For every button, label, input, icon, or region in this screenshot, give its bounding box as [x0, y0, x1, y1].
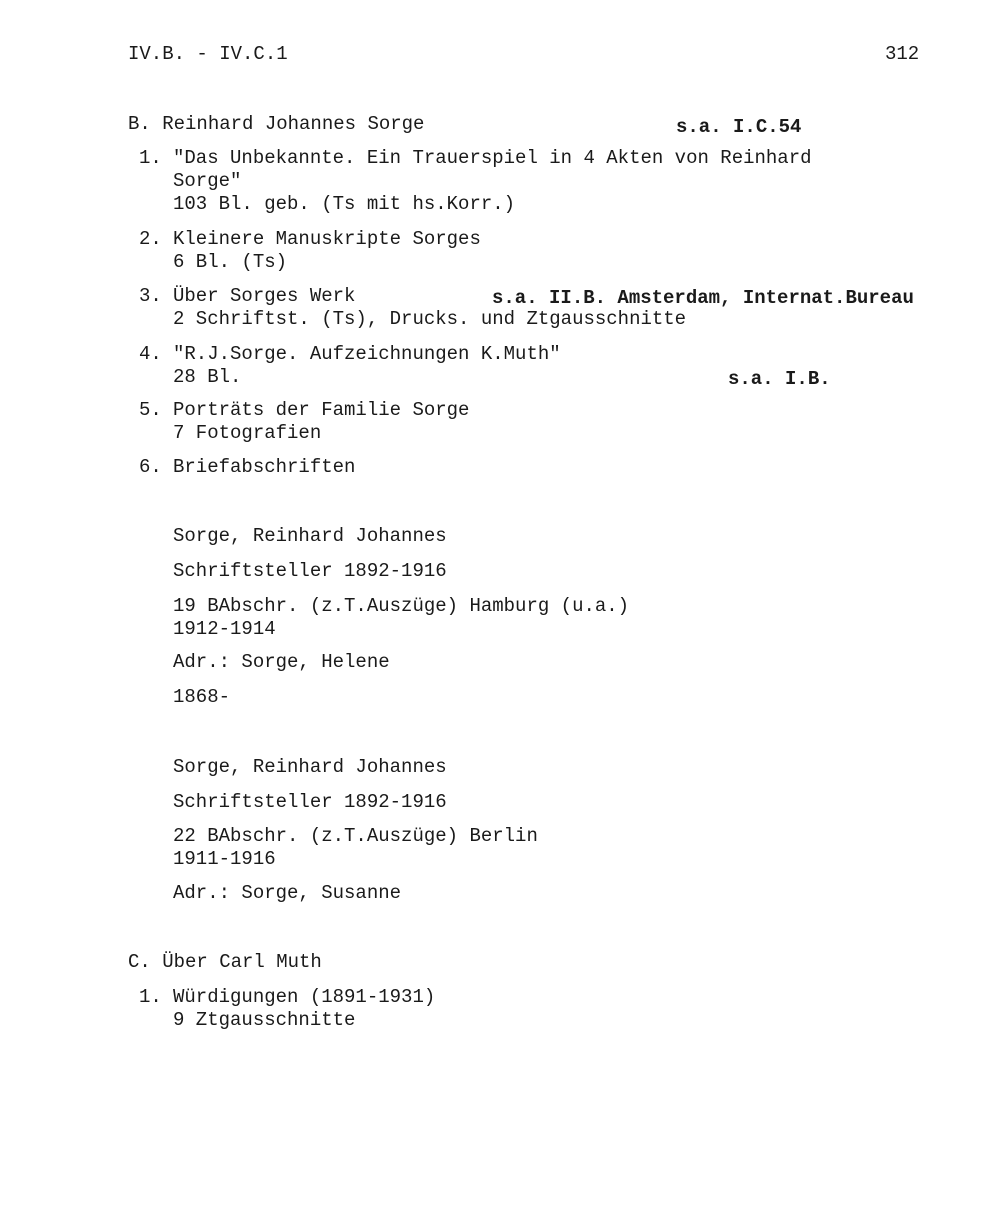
section-c-heading: C. Über Carl Muth	[128, 951, 322, 973]
item-b1-description: 103 Bl. geb. (Ts mit hs.Korr.)	[173, 193, 516, 215]
item-b5-number: 5.	[139, 399, 162, 421]
item-c1-number: 1.	[139, 986, 162, 1008]
item-b2-number: 2.	[139, 228, 162, 250]
item-b3-description: 2 Schriftst. (Ts), Drucks. und Ztgausschnitte	[173, 308, 687, 330]
item-b2-description: 6 Bl. (Ts)	[173, 251, 288, 273]
item-c1-title: Würdigungen (1891-1931)	[173, 986, 436, 1008]
item-c1-description: 9 Ztgausschnitte	[173, 1009, 356, 1031]
item-b1-number: 1.	[139, 147, 162, 169]
item-b3-number: 3.	[139, 285, 162, 307]
item-b6-title: Briefabschriften	[173, 456, 356, 478]
item-b5-description: 7 Fotografien	[173, 422, 322, 444]
letter-2-dates: 1911-1916	[173, 848, 276, 870]
item-b4-description: 28 Bl.	[173, 366, 242, 388]
item-b2-title: Kleinere Manuskripte Sorges	[173, 228, 481, 250]
item-b1-title-cont: Sorge"	[173, 170, 242, 192]
item-b3-title: Über Sorges Werk	[173, 285, 356, 307]
letter-2-role: Schriftsteller 1892-1916	[173, 791, 447, 813]
letter-1-description: 19 BAbschr. (z.T.Auszüge) Hamburg (u.a.)	[173, 595, 630, 617]
letter-1-dates: 1912-1914	[173, 618, 276, 640]
letter-2-name: Sorge, Reinhard Johannes	[173, 756, 447, 778]
archive-section-range: IV.B. - IV.C.1	[128, 43, 288, 65]
letter-1-addressee: Adr.: Sorge, Helene	[173, 651, 390, 673]
letter-1-addressee-years: 1868-	[173, 686, 231, 708]
item-b4-crossref: s.a. I.B.	[728, 368, 831, 390]
letter-1-name: Sorge, Reinhard Johannes	[173, 525, 447, 547]
letter-2-description: 22 BAbschr. (z.T.Auszüge) Berlin	[173, 825, 538, 847]
page-number: 312	[885, 43, 920, 65]
letter-2-addressee: Adr.: Sorge, Susanne	[173, 882, 402, 904]
item-b4-number: 4.	[139, 343, 162, 365]
item-b6-number: 6.	[139, 456, 162, 478]
section-b-crossref: s.a. I.C.54	[676, 116, 802, 138]
item-b4-title: "R.J.Sorge. Aufzeichnungen K.Muth"	[173, 343, 561, 365]
item-b3-crossref: s.a. II.B. Amsterdam, Internat.Bureau	[492, 287, 914, 309]
item-b5-title: Porträts der Familie Sorge	[173, 399, 470, 421]
letter-1-role: Schriftsteller 1892-1916	[173, 560, 447, 582]
item-b1-title: "Das Unbekannte. Ein Trauerspiel in 4 Akten von Reinhard	[173, 147, 812, 169]
section-b-heading: B. Reinhard Johannes Sorge	[128, 113, 425, 135]
